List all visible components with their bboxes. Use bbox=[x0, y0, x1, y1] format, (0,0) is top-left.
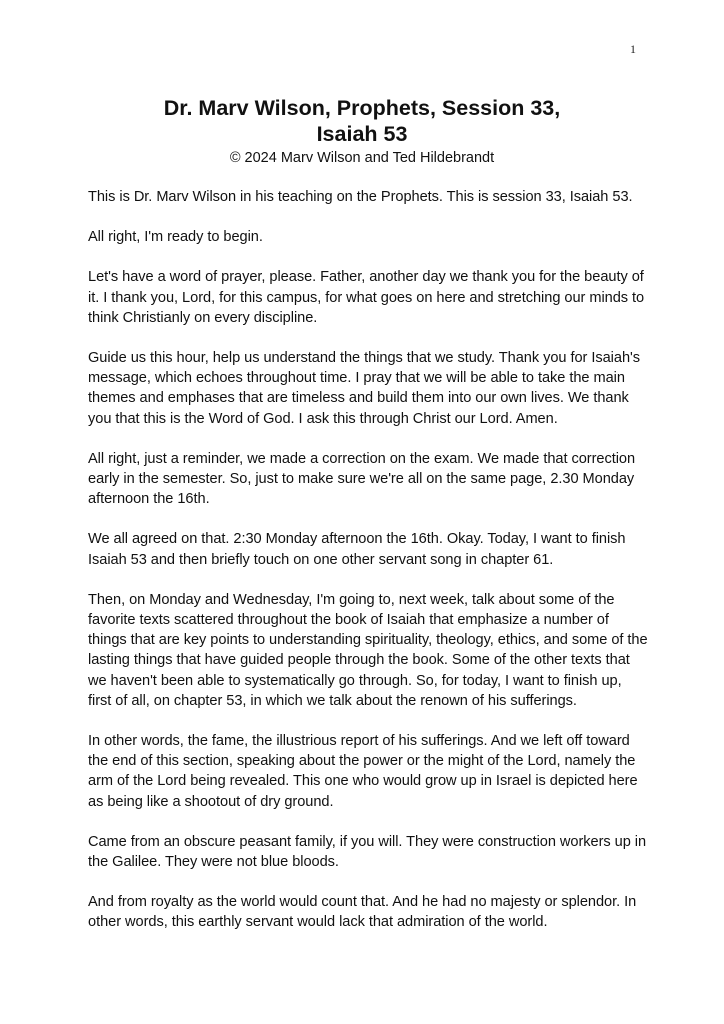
paragraph: This is Dr. Marv Wilson in his teaching on the Prophets. This is session 33, Isaiah 53. bbox=[88, 189, 633, 205]
paragraph: All right, just a reminder, we made a correction on the exam. We made that correction early in the semester. So, just to make sure we're all on the same page, 2.30 Monday afternoon the 16th. bbox=[88, 450, 636, 508]
paragraph: In other words, the fame, the illustrious report of his sufferings. And we left off toward the end of this section, speaking about the power or the might of the Lord, namely the arm of the Lord being revealed. This one who would grow up in Israel is depicted here as being like a shootout of dry ground. bbox=[88, 733, 638, 810]
title-line-2: Isaiah 53 bbox=[316, 122, 408, 146]
paragraph: Then, on Monday and Wednesday, I'm going to, next week, talk about some of the favorite texts scattered throughout the book of Isaiah that emphasize a number of things that are key points to understanding spirituality, theology, ethics, and some of the lasting things that have guided people through the book. Some of the other texts that we haven't been able to systematically go through. So, for today, I want to finish up, first of all, on chapter 53, in which we talk about the renown of his sufferings. bbox=[88, 591, 648, 709]
page-number: 1 bbox=[630, 42, 636, 56]
document-body bbox=[88, 187, 648, 953]
paragraph: Let's have a word of prayer, please. Father, another day we thank you for the beauty of it. I thank you, Lord, for this campus, for what goes on here and stretching our minds to think Christianly on every discipline. bbox=[88, 269, 645, 326]
copyright-notice: © 2024 Marv Wilson and Ted Hildebrandt bbox=[229, 150, 495, 166]
paragraph: Came from an obscure peasant family, if you will. They were construction workers up in the Galilee. They were not blue bloods. bbox=[88, 833, 647, 871]
title-line-1: Dr. Marv Wilson, Prophets, Session 33, bbox=[163, 96, 561, 120]
paragraph: And from royalty as the world would count that. And he had no majesty or splendor. In other words, this earthly servant would lack that admiration of the world. bbox=[88, 894, 637, 931]
paragraph: We all agreed on that. 2:30 Monday afternoon the 16th. Okay. Today, I want to finish Isaiah 53 and then briefly touch on one other servant song in chapter 61. bbox=[88, 531, 626, 568]
paragraph: Guide us this hour, help us understand the things that we study. Thank you for Isaiah's message, which echoes throughout time. I pray that we will be able to take the main themes and emphases that are timeless and build them into our own lives. We thank you that this is the Word of God. I ask this through Christ our Lord. Amen. bbox=[88, 350, 640, 427]
document-title bbox=[0, 95, 724, 147]
paragraph: All right, I'm ready to begin. bbox=[88, 229, 263, 246]
